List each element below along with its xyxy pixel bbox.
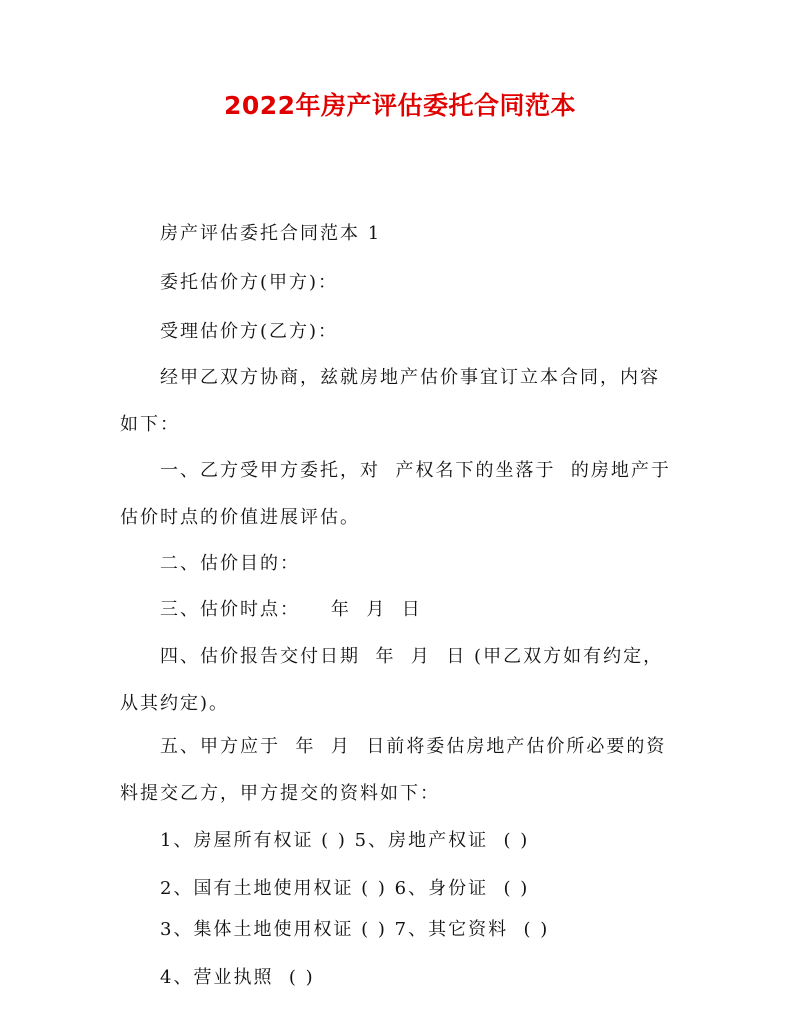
party-a-line: 委托估价方(甲方)：	[160, 272, 339, 293]
clause-1-line-1: 一、乙方受甲方委托，对 产权名下的坐落于 的房地产于	[160, 460, 671, 481]
clause-2-line: 二、估价目的：	[160, 553, 300, 574]
document-list-item: 2、国有土地使用权证 ( ) 6、身份证 ( )	[160, 878, 530, 899]
document-list-item: 3、集体土地使用权证 ( ) 7、其它资料 ( )	[160, 919, 550, 940]
party-b-line: 受理估价方(乙方)：	[160, 321, 339, 342]
clause-5-line-2: 料提交乙方，甲方提交的资料如下：	[120, 783, 440, 804]
clause-4-line-2: 从其约定)。	[120, 693, 230, 714]
clause-3-line: 三、估价时点： 年 月 日	[160, 599, 422, 620]
document-list-item: 4、营业执照 ( )	[160, 967, 315, 988]
subtitle-line: 房产评估委托合同范本 1	[160, 223, 382, 244]
document-list-item: 1、房屋所有权证 ( ) 5、房地产权证 ( )	[160, 830, 530, 851]
intro-line-1: 经甲乙双方协商，兹就房地产估价事宜订立本合同，内容	[160, 367, 660, 388]
clause-5-line-1: 五、甲方应于 年 月 日前将委估房地产估价所必要的资	[160, 736, 667, 757]
document-title: 2022年房产评估委托合同范本	[223, 91, 577, 120]
clause-1-line-2: 估价时点的价值进展评估。	[120, 507, 360, 528]
clause-4-line-1: 四、估价报告交付日期 年 月 日 (甲乙双方如有约定，	[160, 646, 664, 667]
intro-line-2: 如下：	[120, 414, 180, 435]
